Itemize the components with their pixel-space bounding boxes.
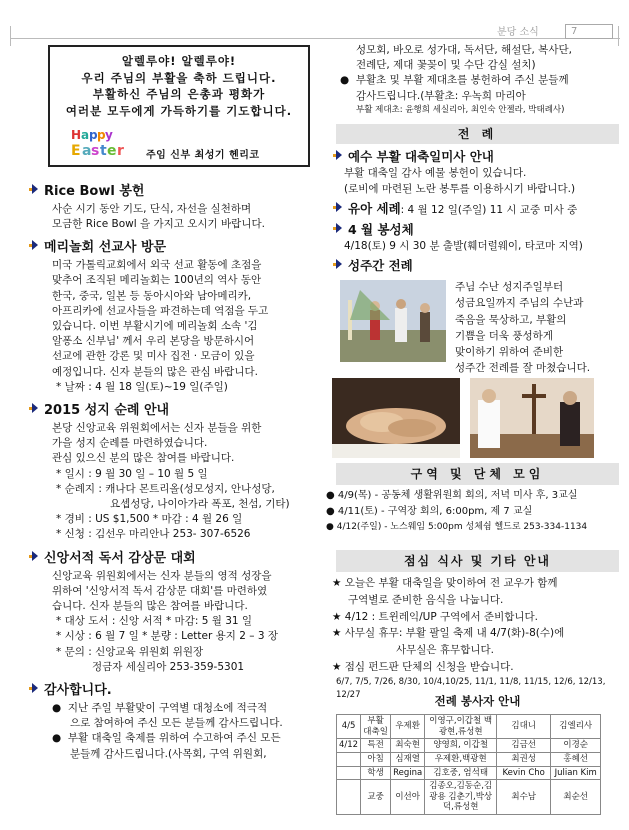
table-cell: 김호중, 엄석태	[425, 766, 497, 780]
thanks-line: 으로 참여하여 주신 모든 분들께 감사드립니다.	[70, 717, 283, 730]
table-cell	[337, 752, 361, 766]
bullet-icon	[32, 683, 38, 693]
communion-heading: 4 월 봉성체	[336, 221, 619, 239]
header-section: 분당 소식	[497, 27, 539, 38]
meeting-item: ● 4/9(목) - 공동체 생활위원회 회의, 저녁 미사 후, 3교실	[326, 490, 578, 501]
infant-baptism: 유아 세례: 4 월 12 일(주일) 11 시 교중 미사 중	[336, 200, 619, 218]
service-title: 전례 봉사자 안내	[434, 694, 521, 708]
holyweek-line: 기쁨을 더욱 풍성하게	[455, 329, 553, 342]
svg-text:s: s	[91, 143, 100, 158]
easter-logo	[69, 126, 137, 158]
table-cell: 아침	[361, 752, 391, 766]
greeting-line: 우리 주님의 부활을 축하 드립니다.	[81, 70, 277, 85]
table-cell: Kevin Cho	[497, 766, 551, 780]
bullet-icon	[336, 202, 342, 212]
svg-text:y: y	[105, 128, 113, 142]
svg-text:p: p	[97, 128, 106, 142]
dot-icon: ●	[326, 490, 338, 501]
bullet-icon	[32, 551, 38, 561]
table-cell: Regina	[391, 766, 425, 780]
pilgrimage-heading	[32, 402, 322, 421]
table-cell: Julian Kim	[551, 766, 601, 780]
table-cell: 부활 대축일	[361, 715, 391, 739]
holyweek-photo-hands	[332, 378, 460, 458]
ricebowl-line: 사순 시기 동안 기도, 단식, 자선을 실천하며	[52, 202, 252, 215]
bullet-icon	[32, 184, 38, 194]
holyweek-photo-cross	[470, 378, 594, 458]
reading-line: 신앙교육 위원회에서는 신자 분들의 영적 성장을	[52, 569, 272, 582]
lunch-line: 사무실은 휴무합니다.	[396, 644, 494, 657]
reading-line: 위하여 '신앙서적 독서 감상문 대회'를 마련하였	[52, 584, 268, 597]
table-cell: 김엘리사	[551, 715, 601, 739]
svg-text:t: t	[100, 143, 107, 158]
dot-icon: ●	[52, 732, 68, 745]
table-cell	[337, 766, 361, 780]
maryknoll-line: 맞추어 조직된 메리놀회는 100년의 역사 동안	[52, 274, 262, 287]
table-cell	[337, 780, 361, 815]
table-cell: 우제환,백광현	[425, 752, 497, 766]
svg-text:e: e	[107, 143, 117, 158]
svg-text:a: a	[82, 143, 92, 158]
maryknoll-line: 미국 가톨릭교회에서 외국 선교 활동에 초점을	[52, 259, 262, 272]
greeting-line: 여러분 모두에게 가득하기를 기도합니다.	[65, 104, 293, 119]
maryknoll-heading	[32, 239, 322, 258]
dot-icon: ●	[340, 74, 356, 87]
table-cell: 김종오,김동순,김광용 김춘기,박상덕,류성현	[425, 780, 497, 815]
meeting-item: ● 4/11(토) - 구역장 회의, 6:00pm, 제 7 교실	[326, 506, 533, 517]
pilgrimage-detail: * 순례지 : 캐나다 몬트리올(성모성지, 안나성당,	[56, 482, 275, 495]
thanks-heading	[32, 682, 322, 701]
thanks-line: 분들께 감사드립니다.(사목회, 구역 위원회,	[70, 747, 267, 760]
thanks-item: ● 지난 주일 부활맞이 구역별 대청소에 적극적	[52, 701, 268, 714]
pilgrimage-title: 2015 성지 순례 안내	[44, 403, 170, 419]
reading-title: 신앙서적 독서 감상문 대회	[44, 550, 196, 566]
lunch-item: ★ 4/12 : 트윈레익/UP 구역에서 준비합니다.	[332, 610, 538, 623]
thanks-title: 감사합니다.	[44, 683, 112, 699]
ricebowl-heading	[32, 183, 322, 202]
left-column	[32, 183, 322, 762]
table-row	[337, 766, 601, 780]
thanks-item: ● 부활 대축일 축제를 위하여 수고하여 주신 모든	[52, 732, 281, 745]
table-cell: 심재열	[391, 752, 425, 766]
table-cell: 최숙현	[391, 739, 425, 753]
table-cell: 특전	[361, 739, 391, 753]
thanks-continued-line: 성모회, 바오로 성가대, 독서단, 해설단, 복사단,	[356, 44, 572, 56]
bullet-icon	[32, 240, 38, 250]
service-table-wrap	[336, 714, 601, 815]
candle-item: ● 부활초 및 부활 제대초를 봉헌하여 주신 분들께	[340, 74, 569, 87]
pilgrimage-line: 본당 신앙교육 위원회에서는 신자 분들을 위한	[52, 421, 262, 434]
table-row	[337, 780, 601, 815]
lunch-item: ★ 오늘은 부활 대축일을 맞이하여 전 교우가 함께	[332, 577, 558, 589]
maryknoll-title: 메리놀회 선교사 방문	[44, 240, 167, 256]
reading-detail: * 시상 : 6 월 7 일 * 분량 : Letter 용지 2 – 3 장	[56, 630, 279, 643]
mass-line: (로비에 마련된 노란 봉투를 이용하시기 바랍니다.)	[344, 182, 576, 195]
star-icon: ★	[332, 610, 345, 623]
table-cell: 홍혜선	[551, 752, 601, 766]
greeting-line: 부활하신 주님의 은총과 평화가	[92, 87, 266, 102]
maryknoll-line: 알퐁소 신부님' 께서 우리 본당을 방문하시어	[52, 335, 255, 348]
mass-heading: 예수 부활 대축일미사 안내	[336, 148, 619, 166]
dot-icon: ●	[52, 701, 68, 714]
dot-icon: ●	[326, 506, 338, 517]
holyweek-line: 맞이하기 위하여 준비한	[455, 346, 564, 359]
liturgy-band: 전 례	[336, 124, 619, 144]
pilgrimage-detail: * 경비 : US $1,500 * 마감 : 4 월 26 일	[56, 513, 243, 526]
table-cell: 이영구,이갑철 백광현,류성현	[425, 715, 497, 739]
reading-detail: * 문의 : 신앙교육 위원회 위원장	[56, 645, 204, 658]
table-cell: 4/12	[337, 739, 361, 753]
reading-detail: 정금자 세실리아 253-359-5301	[92, 660, 245, 673]
candle-line: 부활 제대초: 윤행희 세실리아, 최인숙 안젤라, 박태례사)	[356, 104, 565, 115]
table-cell: 우제환	[391, 715, 425, 739]
ricebowl-line: 모금한 Rice Bowl 을 가지고 오시기 바랍니다.	[52, 218, 265, 231]
holyweek-text	[455, 279, 620, 377]
lunch-band: 점심 식사 및 기타 안내	[336, 550, 619, 572]
holyweek-line: 주님 수난 성지주일부터	[455, 281, 564, 293]
mass-line: 부활 대축일 감사 예물 봉헌이 있습니다.	[344, 167, 527, 180]
pilgrimage-detail: * 신청 : 김선우 마리안나 253- 307-6526	[56, 528, 251, 541]
pilgrimage-line: 가을 성지 순례를 마련하였습니다.	[52, 437, 208, 450]
maryknoll-line: 아프리카에 선교사들을 파견하는데 역점을 두고	[52, 304, 269, 317]
reading-line: 습니다. 신자 분들의 많은 참여를 바랍니다.	[52, 599, 248, 612]
ricebowl-title: Rice Bowl 봉헌	[44, 184, 145, 199]
table-row	[337, 739, 601, 753]
holyweek-line: 성주간 전례를 잘 마쳤습니다.	[455, 362, 591, 375]
thanks-continued-line: 전례단, 제대 꽃꽂이 및 수단 감실 설치)	[356, 59, 536, 72]
holyweek-line: 죽음을 묵상하고, 부활의	[455, 313, 567, 326]
holyweek-line: 성금요일까지 주님의 수난과	[455, 297, 584, 310]
table-cell: 교중	[361, 780, 391, 815]
pilgrimage-detail: * 일시 : 9 월 30 일 – 10 월 5 일	[56, 467, 208, 480]
candle-line: 감사드립니다.(부활초: 우녹희 마리아	[356, 89, 526, 102]
table-cell: 최순선	[551, 780, 601, 815]
table-row	[337, 752, 601, 766]
svg-text:a: a	[81, 128, 90, 142]
star-icon: ★	[332, 577, 345, 589]
right-column	[336, 43, 619, 275]
maryknoll-date: * 날짜 : 4 월 18 일(토)~19 일(주일)	[56, 380, 228, 393]
table-cell: 학생	[361, 766, 391, 780]
maryknoll-line: 한국, 중국, 일본 등 동아시아와 남아메리카,	[52, 289, 252, 302]
lunch-dates: 6/7, 7/5, 7/26, 8/30, 10/4,10/25, 11/1, 11/8, 11/15, 12/6, 12/13, 12/27	[336, 676, 606, 701]
bullet-icon	[336, 150, 342, 160]
lunch-item: ★ 점심 펀드판 단체의 신청을 받습니다.	[332, 660, 514, 673]
svg-text:H: H	[71, 128, 82, 142]
bullet-icon	[336, 259, 342, 269]
table-cell: 최수남	[497, 780, 551, 815]
table-cell: 이경순	[551, 739, 601, 753]
greeting-line: 알렐루야! 알렐루야!	[121, 54, 237, 68]
maryknoll-line: 있습니다. 이번 부활시기에 메리놀회 소속 '김	[52, 320, 258, 332]
lunch-list	[332, 575, 622, 703]
maryknoll-line: 예정입니다. 신자 분들의 많은 관심 바랍니다.	[52, 365, 258, 378]
table-cell: 최권성	[497, 752, 551, 766]
meetings-list	[326, 488, 626, 534]
holyweek-photo-procession	[340, 280, 446, 362]
table-cell: 4/5	[337, 715, 361, 739]
svg-text:p: p	[89, 128, 98, 142]
page-number: 7	[565, 24, 613, 39]
bullet-icon	[32, 403, 38, 413]
holyweek-heading: 성주간 전례	[336, 257, 619, 275]
svg-text:r: r	[117, 143, 124, 158]
dot-icon: ●	[326, 522, 337, 532]
pastor-signature: 주임 신부 최성기 헨리코	[146, 150, 260, 161]
communion-text: 4/18(토) 9 시 30 분 출발(훼더럴웨이, 타코마 지역)	[344, 240, 583, 253]
star-icon: ★	[332, 660, 345, 673]
star-icon: ★	[332, 627, 345, 640]
bullet-icon	[336, 223, 342, 233]
table-row	[337, 715, 601, 739]
pilgrimage-detail: 요셉성당, 나이아가라 폭포, 천섬, 기타)	[110, 498, 290, 511]
service-table	[336, 714, 601, 815]
header-corner-left	[10, 26, 11, 46]
lunch-line: 구역별로 준비한 음식을 나눕니다.	[348, 593, 504, 606]
reading-detail: * 대상 도서 : 신앙 서적 * 마감: 5 월 31 일	[56, 615, 253, 628]
lunch-item: ★ 사무실 휴무: 부활 팔일 축제 내 4/7(화)-8(수)에	[332, 627, 565, 640]
meetings-band: 구역 및 단체 모임	[336, 463, 619, 485]
table-cell: 이선아	[391, 780, 425, 815]
maryknoll-line: 선교에 관한 강론 및 미사 집전 · 모금이 있을	[52, 350, 255, 363]
svg-text:E: E	[71, 143, 81, 158]
reading-heading	[32, 550, 322, 569]
meeting-item: ● 4/12(주일) - 노스웨임 5:00pm 성체쉼 헬드로 253-334-1134	[326, 522, 588, 532]
table-cell: 김대니	[497, 715, 551, 739]
pilgrimage-line: 관심 있으신 분의 많은 참여를 바랍니다.	[52, 452, 235, 465]
table-cell: 양영희, 이갑철	[425, 739, 497, 753]
table-cell: 김금선	[497, 739, 551, 753]
